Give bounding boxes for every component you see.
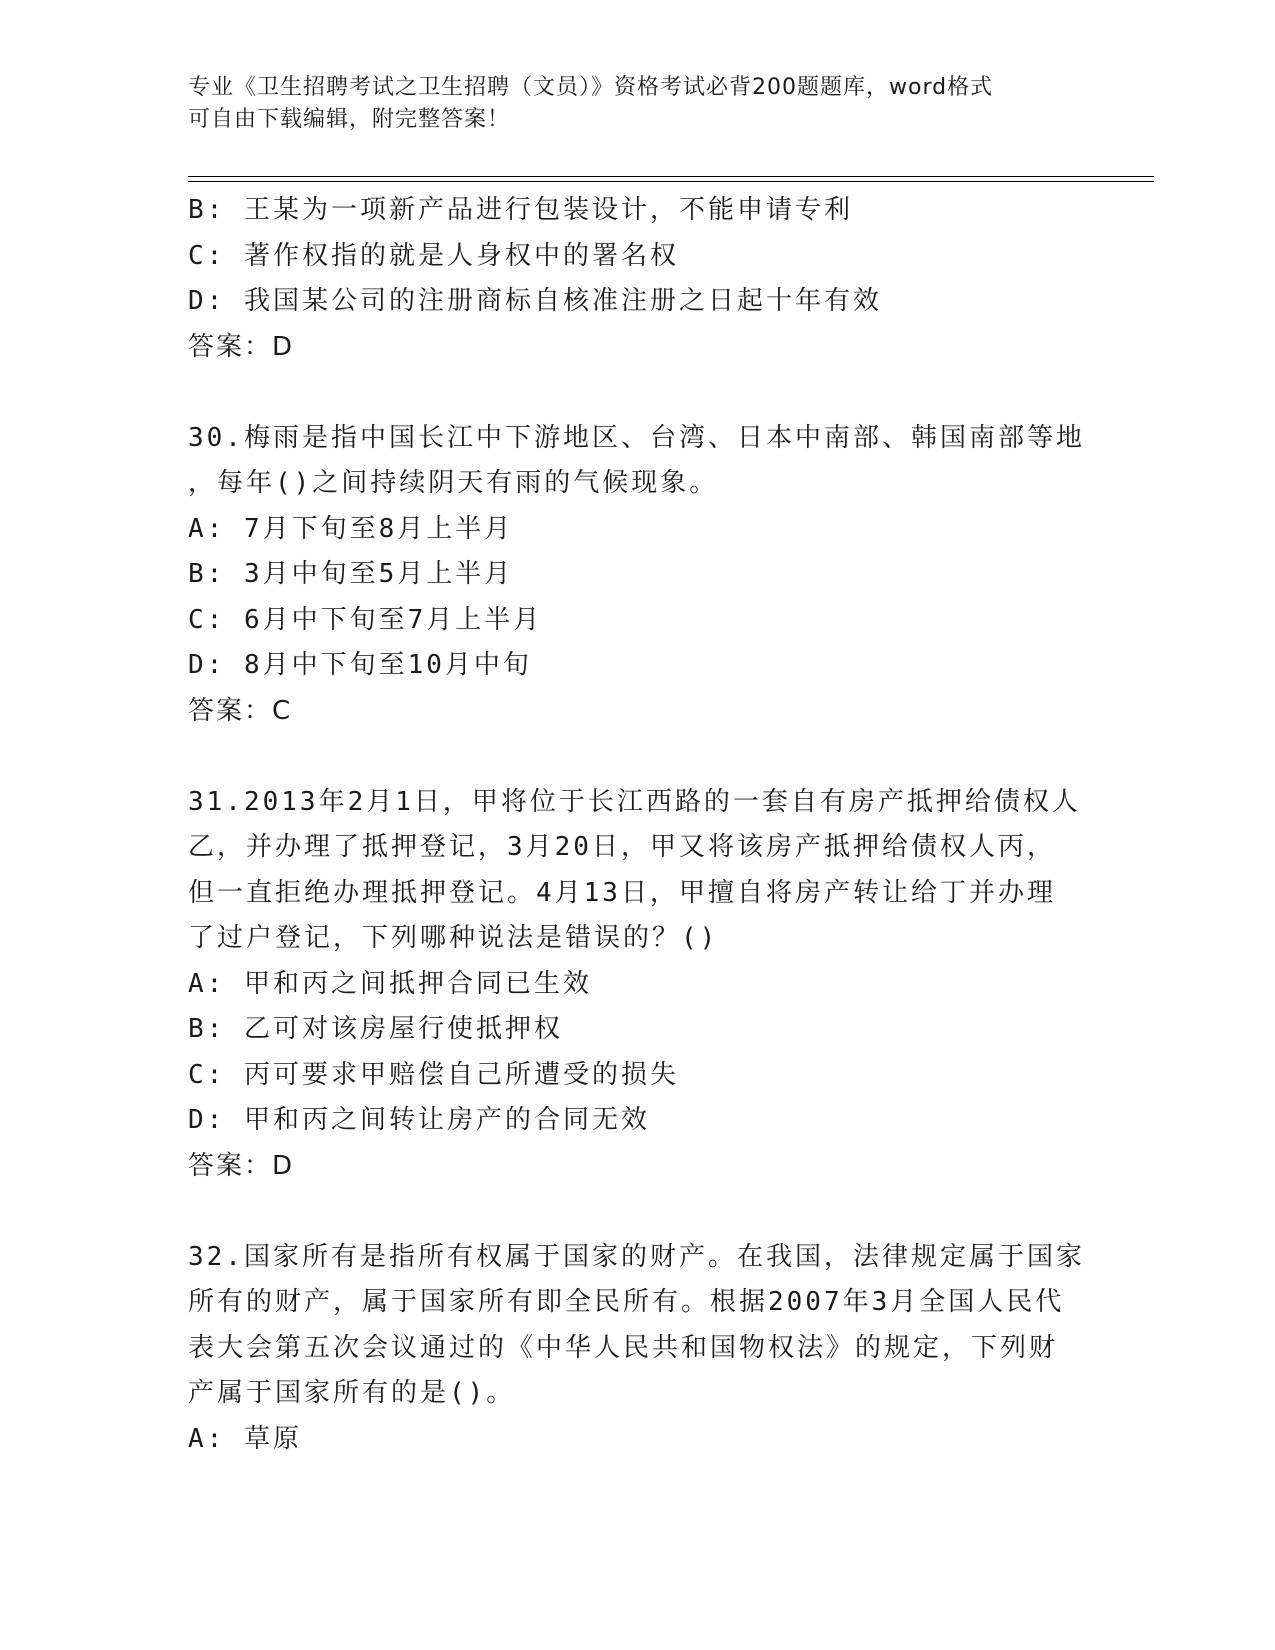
question-stem-line: 32.国家所有是指所有权属于国家的财产。在我国，法律规定属于国家: [188, 1241, 1085, 1272]
answer-line: 答案：D: [188, 331, 295, 362]
header-title-line-1: 专业《卫生招聘考试之卫生招聘（文员）》资格考试必背200题题库，word格式: [188, 75, 994, 100]
option-d: D: 我国某公司的注册商标自核准注册之日起十年有效: [188, 286, 882, 316]
document-header: [188, 72, 1068, 136]
option-c: C: 6月中下旬至7月上半月: [188, 604, 543, 635]
question-stem-line: ，每年()之间持续阴天有雨的气候现象。: [188, 468, 719, 498]
option-b: B: 3月中旬至5月上半月: [188, 559, 514, 589]
question-stem-line: 31.2013年2月1日，甲将位于长江西路的一套自有房产抵押给债权人: [188, 786, 1081, 817]
answer-line: 答案：D: [188, 1150, 295, 1181]
question-spacer: [188, 1189, 1088, 1235]
option-d: D: 甲和丙之间转让房产的合同无效: [188, 1105, 650, 1135]
question-30: [188, 416, 1088, 735]
question-stem-line: 表大会第五次会议通过的《中华人民共和国物权法》的规定，下列财: [188, 1332, 1059, 1363]
option-b: B: 乙可对该房屋行使抵押权: [188, 1014, 563, 1044]
question-spacer: [188, 370, 1088, 416]
header-title-line-2: 可自由下载编辑，附完整答案！: [188, 107, 511, 132]
question-list: [188, 188, 1088, 1462]
question-29-tail: [188, 188, 1088, 370]
header-divider-thick: [188, 181, 1154, 182]
question-stem-line: 了过户登记，下列哪种说法是错误的？(): [188, 923, 719, 953]
option-a: A: 草原: [188, 1423, 302, 1454]
option-a: A: 7月下旬至8月上半月: [188, 513, 514, 544]
question-stem-line: 所有的财产，属于国家所有即全民所有。根据2007年3月全国人民代: [188, 1287, 1065, 1317]
option-b: B: 王某为一项新产品进行包装设计，不能申请专利: [188, 195, 853, 225]
header-divider-thin: [188, 176, 1154, 177]
question-stem-line: 产属于国家所有的是()。: [188, 1378, 516, 1408]
option-d: D: 8月中下旬至10月中旬: [188, 650, 532, 680]
question-stem-line: 30.梅雨是指中国长江中下游地区、台湾、日本中南部、韩国南部等地: [188, 422, 1085, 453]
option-c: C: 著作权指的就是人身权中的署名权: [188, 240, 679, 271]
question-stem-line: 乙，并办理了抵押登记，3月20日，甲又将该房产抵押给债权人丙，: [188, 832, 1056, 862]
option-a: A: 甲和丙之间抵押合同已生效: [188, 968, 592, 999]
question-stem-line: 但一直拒绝办理抵押登记。4月13日，甲擅自将房产转让给丁并办理: [188, 877, 1056, 908]
answer-line: 答案：C: [188, 695, 293, 726]
option-c: C: 丙可要求甲赔偿自己所遭受的损失: [188, 1059, 679, 1090]
question-spacer: [188, 734, 1088, 780]
question-32: [188, 1235, 1088, 1463]
question-31: [188, 780, 1088, 1190]
